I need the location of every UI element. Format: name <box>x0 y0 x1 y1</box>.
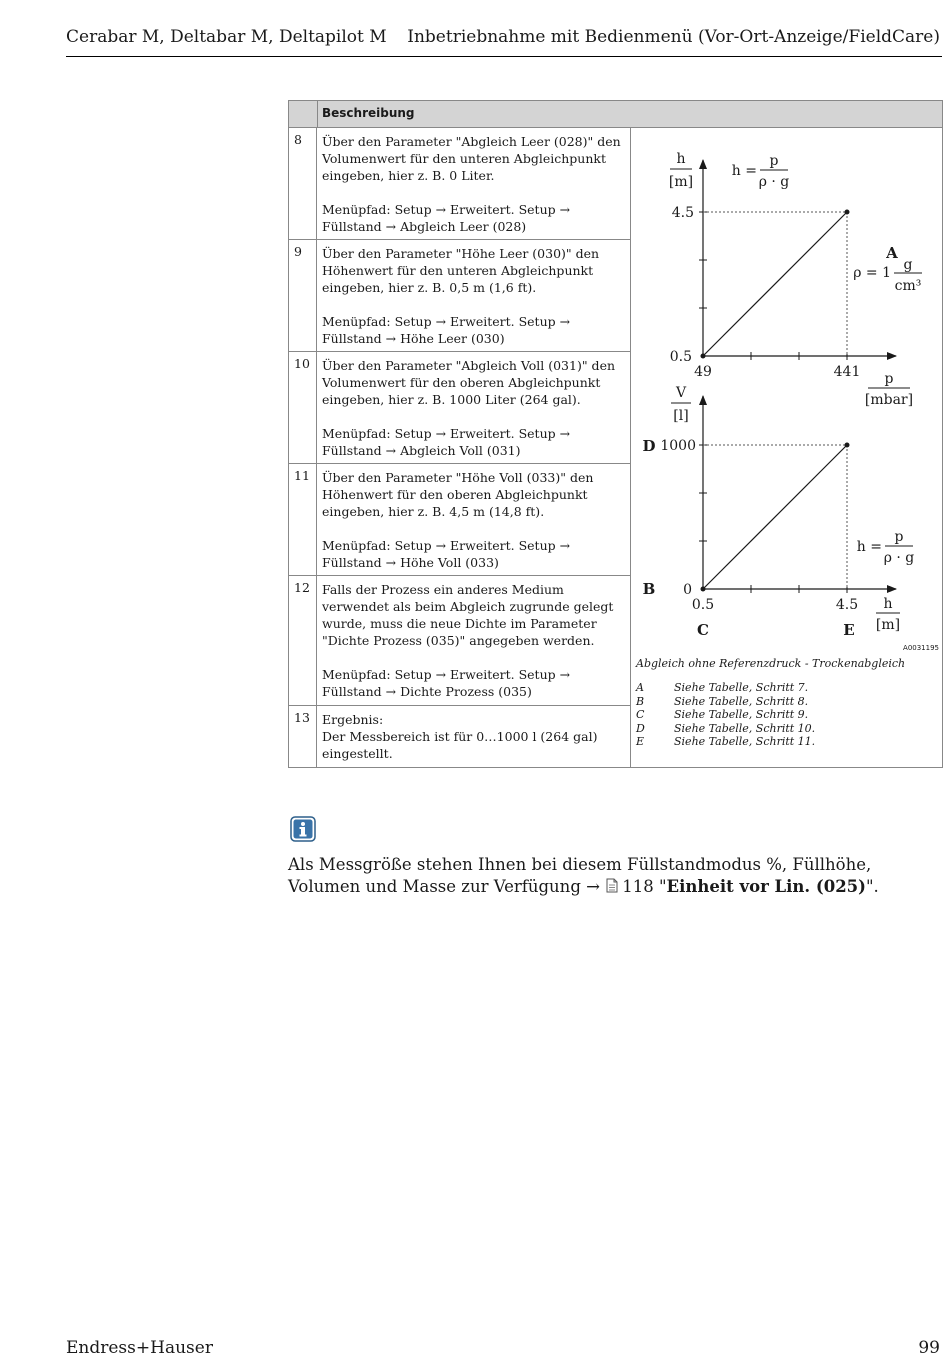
legend-key: C <box>636 708 645 721</box>
calibration-figure <box>631 128 944 767</box>
bottom-formula-denominator: ρ · g <box>883 550 915 566</box>
top-x-tick-label: 441 <box>833 364 861 380</box>
note-quote-open: " <box>653 877 667 896</box>
step-description: Über den Parameter "Höhe Leer (030)" den Höhenwert für den unteren Abgleichpunkt eingeben, hier z. B. 0,5 m (1,6 ft). <box>322 246 600 295</box>
step-menu-path: Menüpfad: Setup → Erweitert. Setup → Füllstand → Höhe Leer (030) <box>322 314 571 346</box>
legend-text: Siehe Tabelle, Schritt 9. <box>674 708 809 721</box>
table-row <box>289 240 630 352</box>
step-description: Über den Parameter "Abgleich Voll (031)" den Volumenwert für den oberen Abgleichpunkt eingeben, hier z. B. 1000 Liter (264 gal). <box>322 358 616 407</box>
marker-a: A <box>886 244 898 262</box>
legend-text: Siehe Tabelle, Schritt 7. <box>674 681 809 694</box>
step-description: Über den Parameter "Abgleich Leer (028)" den Volumenwert für den unteren Abgleichpunkt eingeben, hier z. B. 0 Liter. <box>322 134 621 183</box>
density-denominator: cm³ <box>894 278 922 294</box>
legend-text: Siehe Tabelle, Schritt 11. <box>674 735 816 748</box>
step-menu-path: Menüpfad: Setup → Erweitert. Setup → Füllstand → Höhe Voll (033) <box>322 538 571 570</box>
legend-item <box>636 722 815 735</box>
note-quote-close: ". <box>865 877 879 896</box>
step-text <box>317 464 630 575</box>
step-description: Falls der Prozess ein anderes Medium verwendet als beim Abgleich zugrunde gelegt wurde, muss die neue Dichte im Parameter "Dichte Prozess (035)" angegeben werden. <box>322 582 614 648</box>
bottom-point-high <box>845 443 850 448</box>
top-formula-numerator: p <box>769 153 779 169</box>
figure-caption: Abgleich ohne Referenzdruck - Trockenabgleich <box>636 657 906 670</box>
marker-b: B <box>642 580 656 598</box>
info-icon <box>290 816 316 842</box>
bottom-x-tick-label: 0.5 <box>691 597 715 613</box>
top-y-tick-label: 0.5 <box>669 349 692 365</box>
table-header-label: Beschreibung <box>322 106 415 120</box>
top-x-label: p <box>884 371 894 387</box>
calibration-graphs <box>631 128 944 767</box>
marker-d: D <box>642 437 656 455</box>
table-body <box>289 128 942 767</box>
procedure-table <box>288 100 943 768</box>
marker-c: C <box>697 621 709 639</box>
page-number: 99 <box>918 1338 940 1358</box>
step-number: 11 <box>289 464 317 575</box>
legend-key: E <box>636 735 645 748</box>
bottom-y-label: V <box>675 385 687 401</box>
legend-text: Siehe Tabelle, Schritt 8. <box>674 695 809 708</box>
header-product-names: Cerabar M, Deltabar M, Deltapilot M <box>66 27 387 47</box>
table-row <box>289 128 630 240</box>
header-rule <box>66 56 942 57</box>
legend-key: A <box>636 681 644 694</box>
bottom-y-tick-label: 1000 <box>660 438 696 454</box>
table-row <box>289 352 630 464</box>
top-point-low <box>701 354 706 359</box>
bottom-x-tick-label: 4.5 <box>835 597 859 613</box>
table-header <box>289 101 942 128</box>
step-menu-path: Menüpfad: Setup → Erweitert. Setup → Füllstand → Abgleich Voll (031) <box>322 426 571 458</box>
step-number: 10 <box>289 352 317 463</box>
density-numerator: g <box>903 257 913 273</box>
legend-key: B <box>636 695 645 708</box>
step-number: 8 <box>289 128 317 239</box>
footer-brand: Endress+Hauser <box>66 1338 213 1358</box>
bottom-formula-numerator: p <box>894 529 904 545</box>
table-header-num-cell <box>289 101 318 127</box>
top-y-label: h <box>676 151 686 167</box>
bottom-x-unit: [m] <box>875 617 901 633</box>
step-text <box>317 128 630 239</box>
legend-text: Siehe Tabelle, Schritt 10. <box>674 722 816 735</box>
bottom-y-tick-label: 0 <box>683 582 692 598</box>
note-parameter-name: Einheit vor Lin. (025) <box>666 877 866 896</box>
bottom-point-low <box>701 587 706 592</box>
table-row <box>289 576 630 706</box>
step-description: Über den Parameter "Höhe Voll (033)" den Höhenwert für den oberen Abgleichpunkt eingeben, hier z. B. 4,5 m (14,8 ft). <box>322 470 594 519</box>
step-text <box>317 352 630 463</box>
page-reference-icon <box>606 878 618 893</box>
bottom-formula-lhs: h = <box>856 539 882 555</box>
legend-item <box>636 708 808 721</box>
marker-e: E <box>843 621 855 639</box>
legend-key: D <box>636 722 645 735</box>
step-rows <box>289 128 631 767</box>
step-text <box>317 576 630 704</box>
legend-item <box>636 735 815 748</box>
step-menu-path: Menüpfad: Setup → Erweitert. Setup → Füllstand → Abgleich Leer (028) <box>322 202 571 234</box>
bottom-y-unit: [l] <box>673 408 689 424</box>
note-text: Als Messgröße stehen Ihnen bei diesem Füllstandmodus %, Füllhöhe, Volumen und Masse zur Verfügung → <box>288 855 872 896</box>
top-calibration-line <box>703 212 847 356</box>
bottom-x-label: h <box>883 596 893 612</box>
step-text <box>317 240 630 351</box>
top-formula-lhs: h = <box>731 163 757 179</box>
info-note <box>288 854 948 898</box>
legend-item <box>636 695 808 708</box>
page-reference-link[interactable]: 118 <box>622 877 654 896</box>
header-chapter-title: Inbetriebnahme mit Bedienmenü (Vor-Ort-Anzeige/FieldCare) <box>407 27 940 47</box>
step-description: Ergebnis: <box>322 712 384 727</box>
table-row <box>289 706 630 767</box>
top-formula-denominator: ρ · g <box>758 174 790 190</box>
top-x-tick-label: 49 <box>694 364 712 380</box>
top-point-high <box>845 210 850 215</box>
density-lhs: ρ = 1 <box>853 265 891 281</box>
step-text <box>317 706 630 766</box>
step-number: 9 <box>289 240 317 351</box>
legend-item <box>636 681 808 694</box>
step-menu-path: Menüpfad: Setup → Erweitert. Setup → Füllstand → Dichte Prozess (035) <box>322 667 571 699</box>
figure-code: A0031195 <box>903 644 939 652</box>
step-number: 13 <box>289 706 317 767</box>
top-y-unit: [m] <box>668 174 694 190</box>
bottom-calibration-line <box>703 445 847 589</box>
top-x-unit: [mbar] <box>864 392 914 408</box>
top-y-tick-label: 4.5 <box>671 205 694 221</box>
table-row <box>289 464 630 576</box>
step-number: 12 <box>289 576 317 705</box>
step-result: Der Messbereich ist für 0…1000 l (264 gal) eingestellt. <box>322 729 598 761</box>
